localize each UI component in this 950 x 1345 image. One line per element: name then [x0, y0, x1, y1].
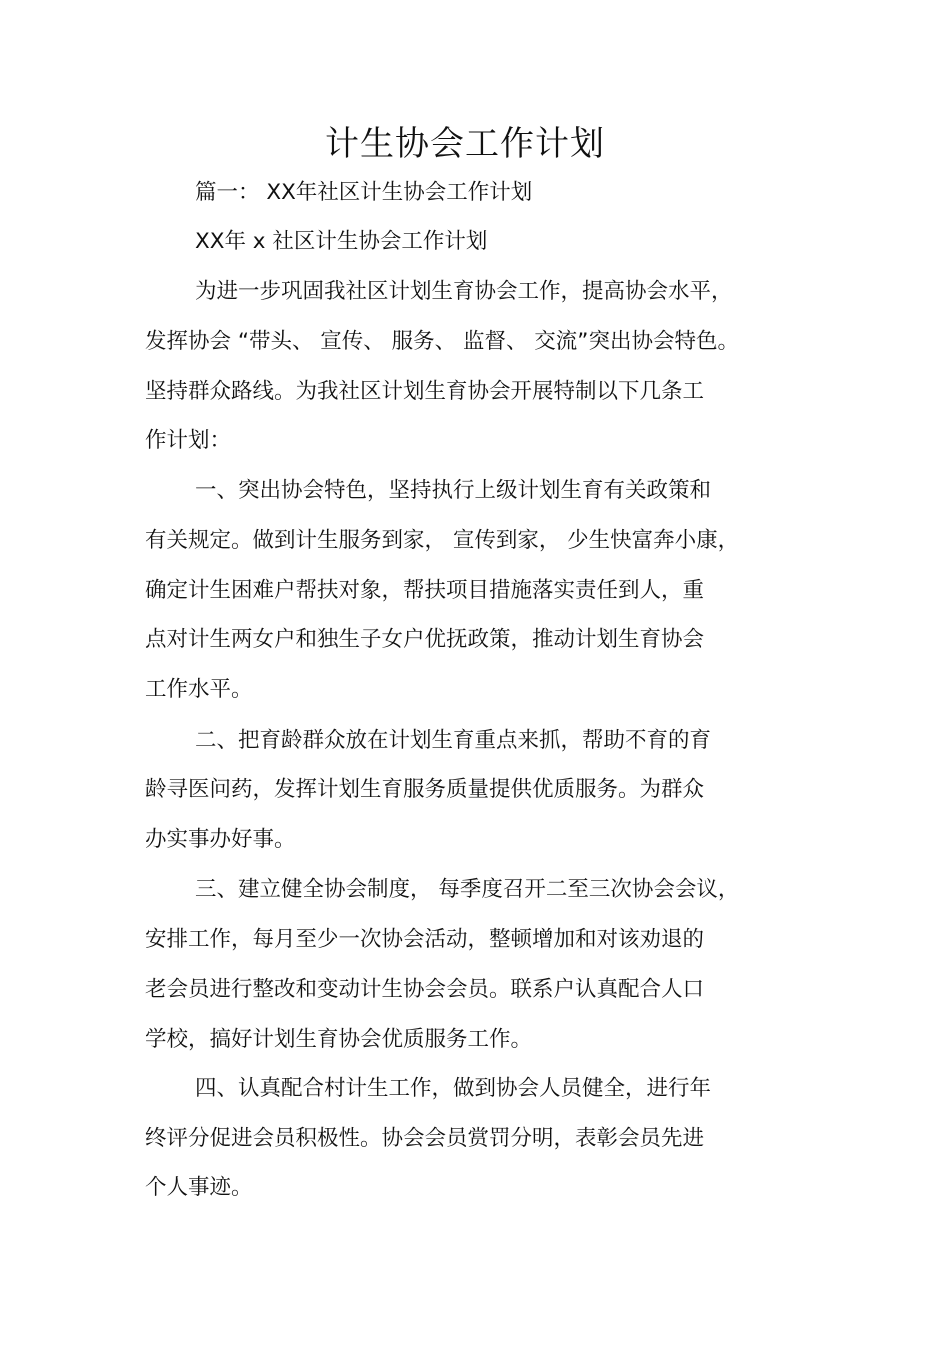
paragraph-line: 有关规定。做到计生服务到家， 宣传到家， 少生快富奔小康， — [145, 528, 740, 553]
document-title: 计生协会工作计划 — [325, 124, 605, 164]
paragraph-line: 发挥协会 “带头、 宣传、 服务、 监督、 交流”突出协会特色。 — [145, 329, 739, 354]
paragraph-line: 点对计生两女户和独生子女户优抚政策，推动计划生育协会 — [145, 627, 705, 652]
paragraph-line: 学校，搞好计划生育协会优质服务工作。 — [145, 1027, 533, 1052]
paragraph-line: 工作水平。 — [145, 677, 253, 702]
paragraph-line: 一、突出协会特色，坚持执行上级计划生育有关政策和 — [195, 478, 712, 503]
paragraph-line: 确定计生困难户帮扶对象，帮扶项目措施落实责任到人，重 — [145, 578, 705, 603]
paragraph-line: 二、把育龄群众放在计划生育重点来抓，帮助不育的育 — [195, 728, 712, 753]
paragraph-line: 作计划： — [145, 428, 232, 453]
paragraph-line: 终评分促进会员积极性。协会会员赏罚分明，表彰会员先进 — [145, 1126, 705, 1151]
paragraph-line: 三、建立健全协会制度， 每季度召开二至三次协会会议， — [195, 877, 740, 902]
paragraph-line: 四、认真配合村计生工作，做到协会人员健全，进行年 — [195, 1076, 712, 1101]
paragraph-line: 安排工作，每月至少一次协会活动，整顿增加和对该劝退的 — [145, 927, 705, 952]
paragraph-line: 坚持群众路线。为我社区计划生育协会开展特制以下几条工 — [145, 379, 705, 404]
paragraph-line: 为进一步巩固我社区计划生育协会工作，提高协会水平， — [195, 279, 733, 304]
paragraph-line: 个人事迹。 — [145, 1175, 253, 1200]
subheading: XX年 x 社区计生协会工作计划 — [195, 229, 488, 254]
section-heading: 篇一： XX年社区计生协会工作计划 — [195, 180, 533, 205]
paragraph-line: 老会员进行整改和变动计生协会会员。联系户认真配合人口 — [145, 977, 705, 1002]
paragraph-line: 龄寻医问药，发挥计划生育服务质量提供优质服务。为群众 — [145, 777, 705, 802]
paragraph-line: 办实事办好事。 — [145, 827, 296, 852]
